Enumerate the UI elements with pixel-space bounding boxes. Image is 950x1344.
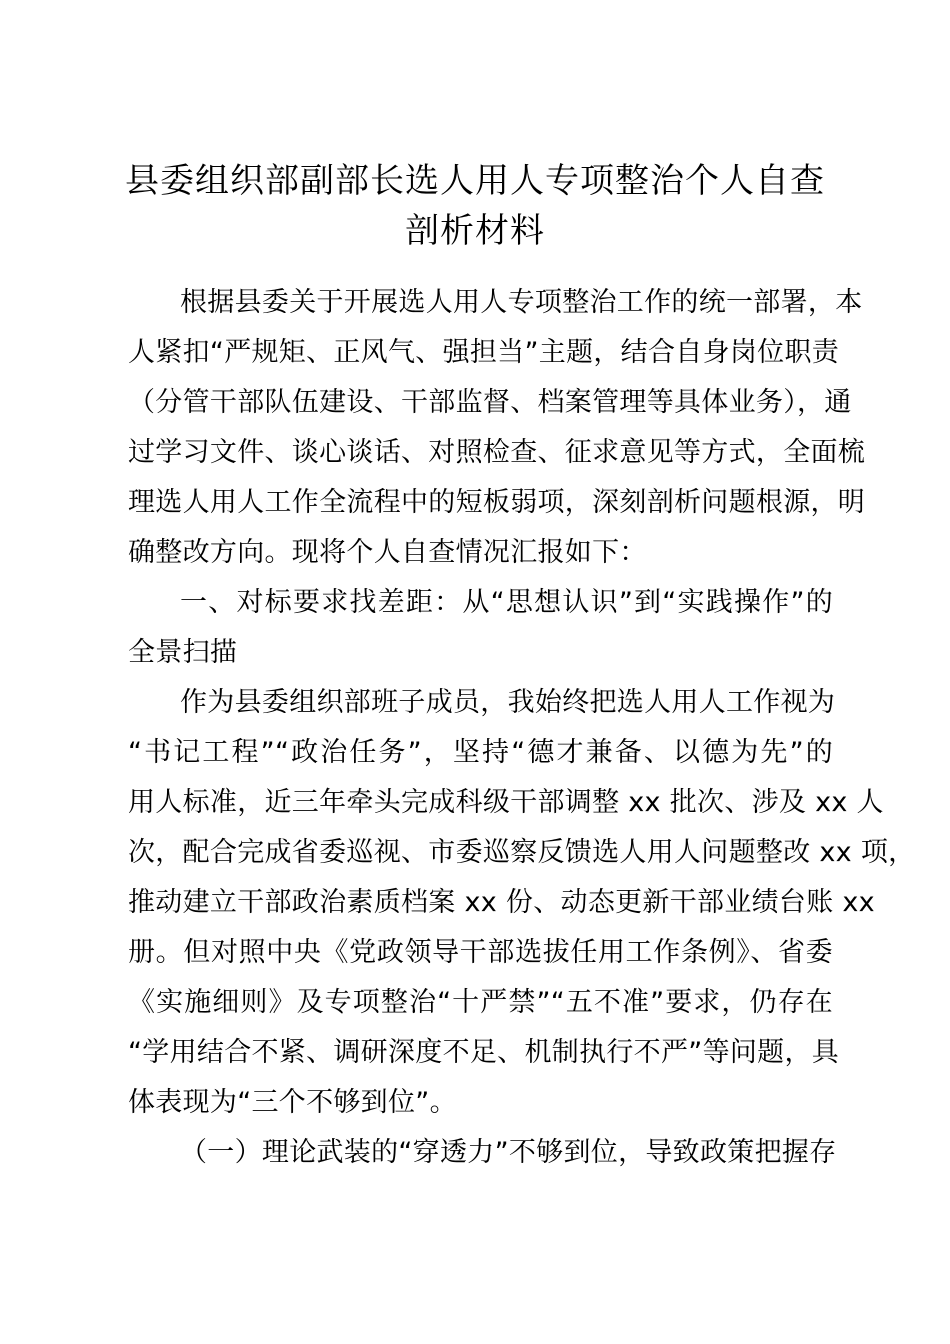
document-title-line-2: 剖析材料 <box>405 211 545 251</box>
paragraph-line: 根据县委关于开展选人用人专项整治工作的统一部署，本 <box>180 287 863 318</box>
paragraph-line: 《实施细则》及专项整治“十严禁”“五不准”要求，仍存在 <box>128 987 833 1018</box>
paragraph-line: 推动建立干部政治素质档案 xx 份、动态更新干部业绩台账 xx <box>128 887 875 918</box>
paragraph-line: 册。但对照中央《党政领导干部选拔任用工作条例》、省委 <box>128 937 833 968</box>
subsection-heading-line: （一）理论武装的“穿透力”不够到位，导致政策把握存 <box>180 1137 837 1168</box>
paragraph-line: （分管干部队伍建设、干部监督、档案管理等具体业务），通 <box>128 387 852 418</box>
paragraph-line: 作为县委组织部班子成员，我始终把选人用人工作视为 <box>180 687 836 718</box>
paragraph-line: 人紧扣“严规矩、正风气、强担当”主题，结合自身岗位职责 <box>128 337 840 368</box>
paragraph-line: 次，配合完成省委巡视、市委巡察反馈选人用人问题整改 xx 项， <box>128 837 916 868</box>
paragraph-line: “学用结合不紧、调研深度不足、机制执行不严”等问题，具 <box>128 1037 840 1068</box>
document-title-line-1: 县委组织部副部长选人用人专项整治个人自查 <box>125 161 825 201</box>
paragraph-line: 过学习文件、谈心谈话、对照检查、征求意见等方式，全面梳 <box>128 437 866 468</box>
paragraph-line: 理选人用人工作全流程中的短板弱项，深刻剖析问题根源，明 <box>128 487 866 518</box>
paragraph-line: 用人标准，近三年牵头完成科级干部调整 xx 批次、涉及 xx 人 <box>128 787 884 818</box>
paragraph-line: 确整改方向。现将个人自查情况汇报如下： <box>128 537 647 568</box>
paragraph-line: 体表现为“三个不够到位”。 <box>128 1087 457 1118</box>
section-heading-line: 一、对标要求找差距：从“思想认识”到“实践操作”的 <box>180 587 833 618</box>
paragraph-line: “书记工程”“政治任务”，坚持“德才兼备、以德为先”的 <box>128 737 833 768</box>
section-heading-line: 全景扫描 <box>128 637 238 668</box>
